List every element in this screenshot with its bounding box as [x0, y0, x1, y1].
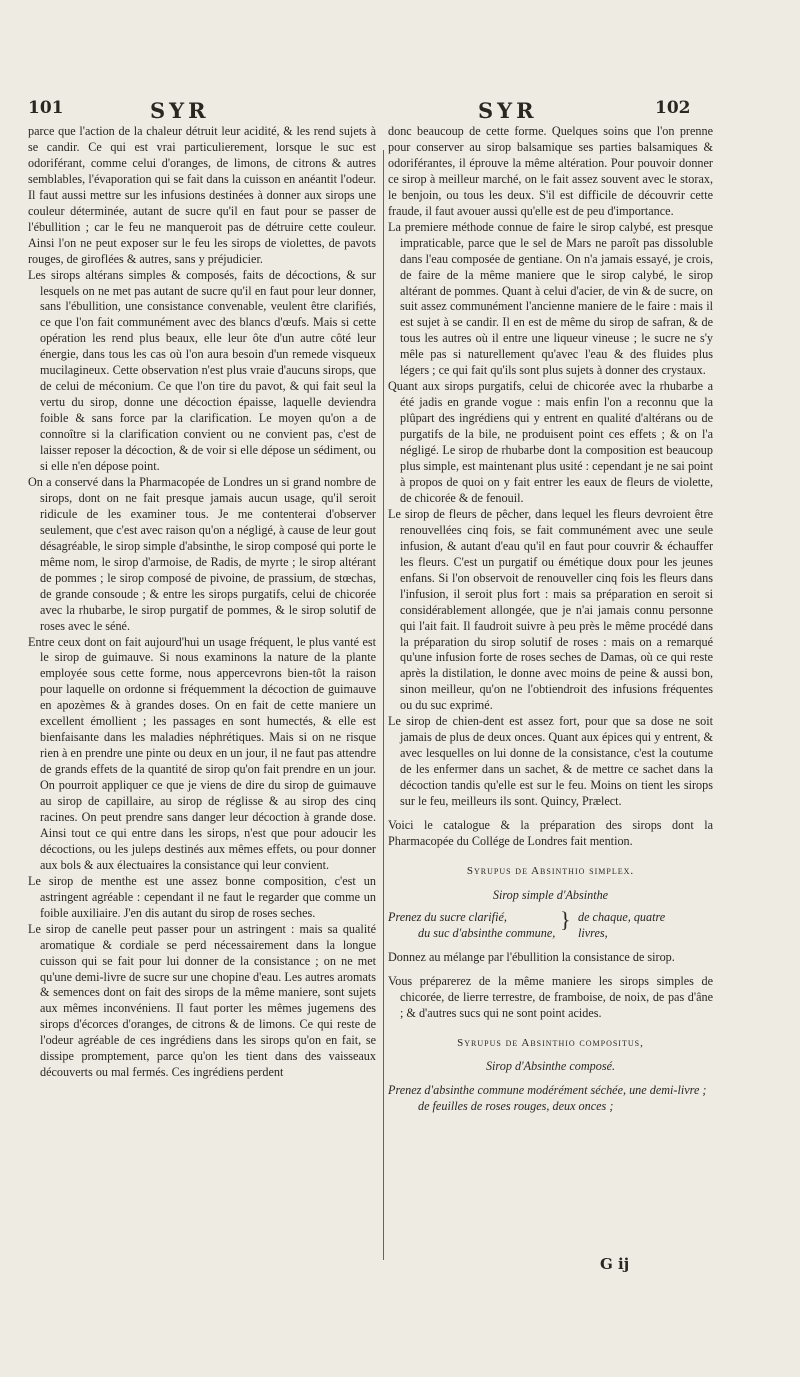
paragraph: Quant aux sirops purgatifs, celui de chicorée avec la rhubarbe a été jadis en grande vogue : mais enfin l'on a reconnu que la plûpart des ingrédiens qui y entrent en qualité d'altérans ou de purgatifs de la bile, ne produisent point ces effets ; & on l'a négligé. Le sirop de rhubarbe dont la composition est beaucoup plus simple, est maintenant plus usité : cependant je ne sai point à propos de quoi on y fait entrer les eaux de fleurs de violette, de chicorée & de fenouil. [388, 379, 713, 505]
paragraph: Les sirops altérans simples & composés, faits de décoctions, & sur lesquels on ne met pas autant de sucre qu'il en faut pour leur donner, sans l'ébullition, une consistance convenable, veulent être clarifiés, ce que l'on fait communément avec des blancs d'œufs. Mais si cette opération les rend plus beaux, elle leur ôte d'un autre côté leur énergie, dans tous les cas où l'on aura besoin d'un remede visqueux mucilagineux. Cette observation n'est plus vraie d'aucuns sirops, que de celui de méconium. Ce que l'on tire du pavot, & qui fait seul la vertu du sirop, donne une décoction épaisse, laquelle deviendra foible & sans force par la clarification. Le moyen qu'on a de connoître si la clarification convient ou ne convient pas, c'est de laisser reposer la décoction, & de voir si elle dépose un sédiment, ou si elle n'en dépose point. [28, 267, 376, 474]
running-title-right: SYR [478, 98, 538, 123]
column-divider [383, 150, 384, 1260]
ingredient-line: Prenez du sucre clarifié, [388, 909, 507, 924]
brace-glyph: } [560, 906, 571, 932]
page-number-right: 102 [655, 98, 691, 118]
recipe-heading: Syrupus de Absinthio compositus, [457, 1036, 644, 1049]
ingredient-quantity [578, 910, 665, 942]
paragraph: Entre ceux dont on fait aujourd'hui un usage fréquent, le plus vanté est le sirop de guimauve. Si nous examinons la nature de la plante employée sous cette forme, nous appercevrons bien-tôt la raison pour laquelle on ordonne si fréquemment la décoction de guimauve en apozèmes & à grandes doses. On en fait de cette maniere un excellent émollient ; les passages en sont humectés, & elle est bienfaisante dans les maladies néphrétiques. Mais si on ne risque rien à en prendre une pinte ou deux en un jour, il ne faut pas attendre de grands effets de la quantité de sirop qu'on fait prendre en un jour. On pourroit appliquer ce que je viens de dire du sirop de guimauve au sirop de capillaire, au sirop de réglisse & au sirop des cinq racines. On peut prendre sans danger leur décoction à grande dose. Ainsi tout ce qui entre dans les sirops, n'est que pour adoucir les décoctions, ou les juleps destinés aux mêmes effets, ou pour donner aux bols & aux électuaires la consistance qui leur convient. [28, 634, 376, 872]
ingredient-line: Prenez d'absinthe commune modérément séchée, une demi-livre ; [388, 1083, 707, 1098]
quantity-line: livres, [578, 925, 608, 940]
recipe-ingredients [388, 906, 713, 942]
left-column [28, 124, 376, 1081]
paragraph: La premiere méthode connue de faire le sirop calybé, est presque impraticable, parce que le sel de Mars ne paroît pas dissoluble dans l'eau composée de gentiane. On n'a jamais essayé, je crois, de faire de la même maniere que le sirop calybé, le sirop altérant de pommes. Quant à celui d'acier, de vin & de sucre, on suit assez communément l'ancienne maniere de le faire : mais il est sujet à se candir. Il en est de même du sirop de safran, & de tous les autres où il entre une liqueur vineuse ; le sucre ne s'y mêle pas si naturellement qu'avec l'eau & des fluides plus légers ; ce qui fait qu'ils sont plus sujets à donner des crystaux. [388, 219, 713, 378]
recipe-note: Vous préparerez de la même maniere les sirops simples de chicorée, de lierre terrestre, de framboise, de noix, de pas d'âne ; & d'autres sucs qui ne sont point acides. [388, 973, 713, 1020]
recipe-instruction: Donnez au mélange par l'ébullition la consistance de sirop. [388, 949, 675, 964]
ingredient-line: du suc d'absinthe commune, [418, 925, 556, 940]
recipe-subheading: Sirop d'Absinthe composé. [485, 1059, 616, 1074]
paragraph: Le sirop de canelle peut passer pour un astringent : mais sa qualité aromatique & cordiale se perd nécessairement dans la longue cuisson qui se fait pour lui donner de la consistance ; on ne met qu'une demi-livre de sucre sur une chopine d'eau. Les autres aromats & semences dont on fait des sirops de la même maniere, sont sujets aux mêmes inconvéniens. Il faut porter les mêmes jugemens des sirops d'écorces d'oranges, de citrons & de limons. Ce qui reste de l'odeur agréable de ces ingrédiens dans les sirops qu'on en fait, se dissipe promptement, parce qu'on les tient dans des vaisseaux découverts ou mal fermés. Ces ingrédiens perdent [28, 921, 376, 1080]
paragraph: Voici le catalogue & la préparation des sirops dont la Pharmacopée du Collége de Londres fait mention. [388, 817, 713, 848]
page-number-left: 101 [28, 98, 64, 118]
paragraph: Le sirop de chien-dent est assez fort, pour que sa dose ne soit jamais de plus de deux onces. Quant aux épices qui y entrent, & avec lesquelles on lui donne de la consistance, c'est la coutume de les enfermer dans un sachet, & de mettre ce sachet dans la décoction tandis qu'elle est sur le feu. Moins on tient les sirops sur le feu, meilleurs ils sont. Quincy, Prælect. [388, 714, 713, 809]
recipe-subheading: Sirop simple d'Absinthe [492, 887, 609, 902]
right-column [388, 124, 713, 1115]
recipe-heading: Syrupus de Absinthio simplex. [466, 864, 635, 877]
signature-mark: G ij [600, 1255, 630, 1273]
paragraph: Le sirop de menthe est une assez bonne composition, c'est un astringent agréable : cependant il ne faut le regarder que comme un foible auxiliaire. J'en dis autant du sirop de roses seches. [28, 873, 376, 920]
paragraph: parce que l'action de la chaleur détruit leur acidité, & les rend sujets à se candir. Ce qui est vrai particulierement, lorsque le suc est odoriférant, comme celui d'oranges, de limons, de citrons & autres semblables, l'évaporation qui se fait dans la cuisson en anéantit l'odeur. Il faut aussi mettre sur les infusions destinées à donner aux sirops une couleur déterminée, autant de sucre qu'il en faut pour se passer de l'ébullition ; car le feu ne manqueroit pas de détruire cette couleur. Ainsi l'on ne peut exposer sur le feu les sirops de violettes, de pavots rouges, de giroflées & autres, sans y préjudicier. [28, 124, 376, 266]
running-title-left: SYR [150, 98, 210, 123]
ingredient-line: de feuilles de roses rouges, deux onces ; [418, 1099, 614, 1114]
quantity-line: de chaque, quatre [578, 909, 666, 924]
paragraph: Le sirop de fleurs de pêcher, dans lequel les fleurs devroient être renouvellées cinq fois, se fait communément avec une seule infusion, & autant d'eau qu'il en faut pour couvrir & échauffer les fleurs. C'est un purgatif ou émétique doux pour les jeunes enfans. Si l'on observoit de renouveller cinq fois les fleurs dans l'infusion, il seroit plus fort : mais sa préparation en seroit si considérablement allongée, que je n'ai jamais connu personne qui l'ait fait. Il faudroit suivre à peu près le même procédé dans la préparation du sirop solutif de roses : mais on a remarqué qu'une infusion forte de roses seches de Damas, où ce qui reste après la distilation, le donne avec moins de peine & aussi bon, sinon meilleur, qu'on ne l'obtiendroit des infusions fréquentes ou du suc exprimé. [388, 506, 713, 713]
paragraph: On a conservé dans la Pharmacopée de Londres un si grand nombre de sirops, dont on ne fait presque jamais aucun usage, qu'il seroit ridicule de les examiner tous. Je me contenterai d'observer seulement, que c'est avec raison qu'on a négligé, à cause de leur gout désagréable, le sirop simple d'absinthe, le sirop composé qui porte le même nom, le sirop d'armoise, de Radis, de myrte ; le sirop altérant de pommes ; le sirop composé de pivoine, de prassium, de stœchas, de grande consoude ; & entre les sirops purgatifs, celui de chicorée avec la rhubarbe, le sirop purgatif de pommes, & le sirop solutif de roses avec le séné. [28, 474, 376, 633]
paragraph: donc beaucoup de cette forme. Quelques soins que l'on prenne pour conserver au sirop balsamique ses parties balsamiques & odoriférantes, il éprouve la même altération. Pour pouvoir donner ce sirop à meilleur marché, on le fait assez souvent avec le storax, le benjoin, ou tous les deux. S'il est difficile de découvrir cette fraude, il faut avouer aussi qu'elle est de peu d'importance. [388, 124, 713, 218]
